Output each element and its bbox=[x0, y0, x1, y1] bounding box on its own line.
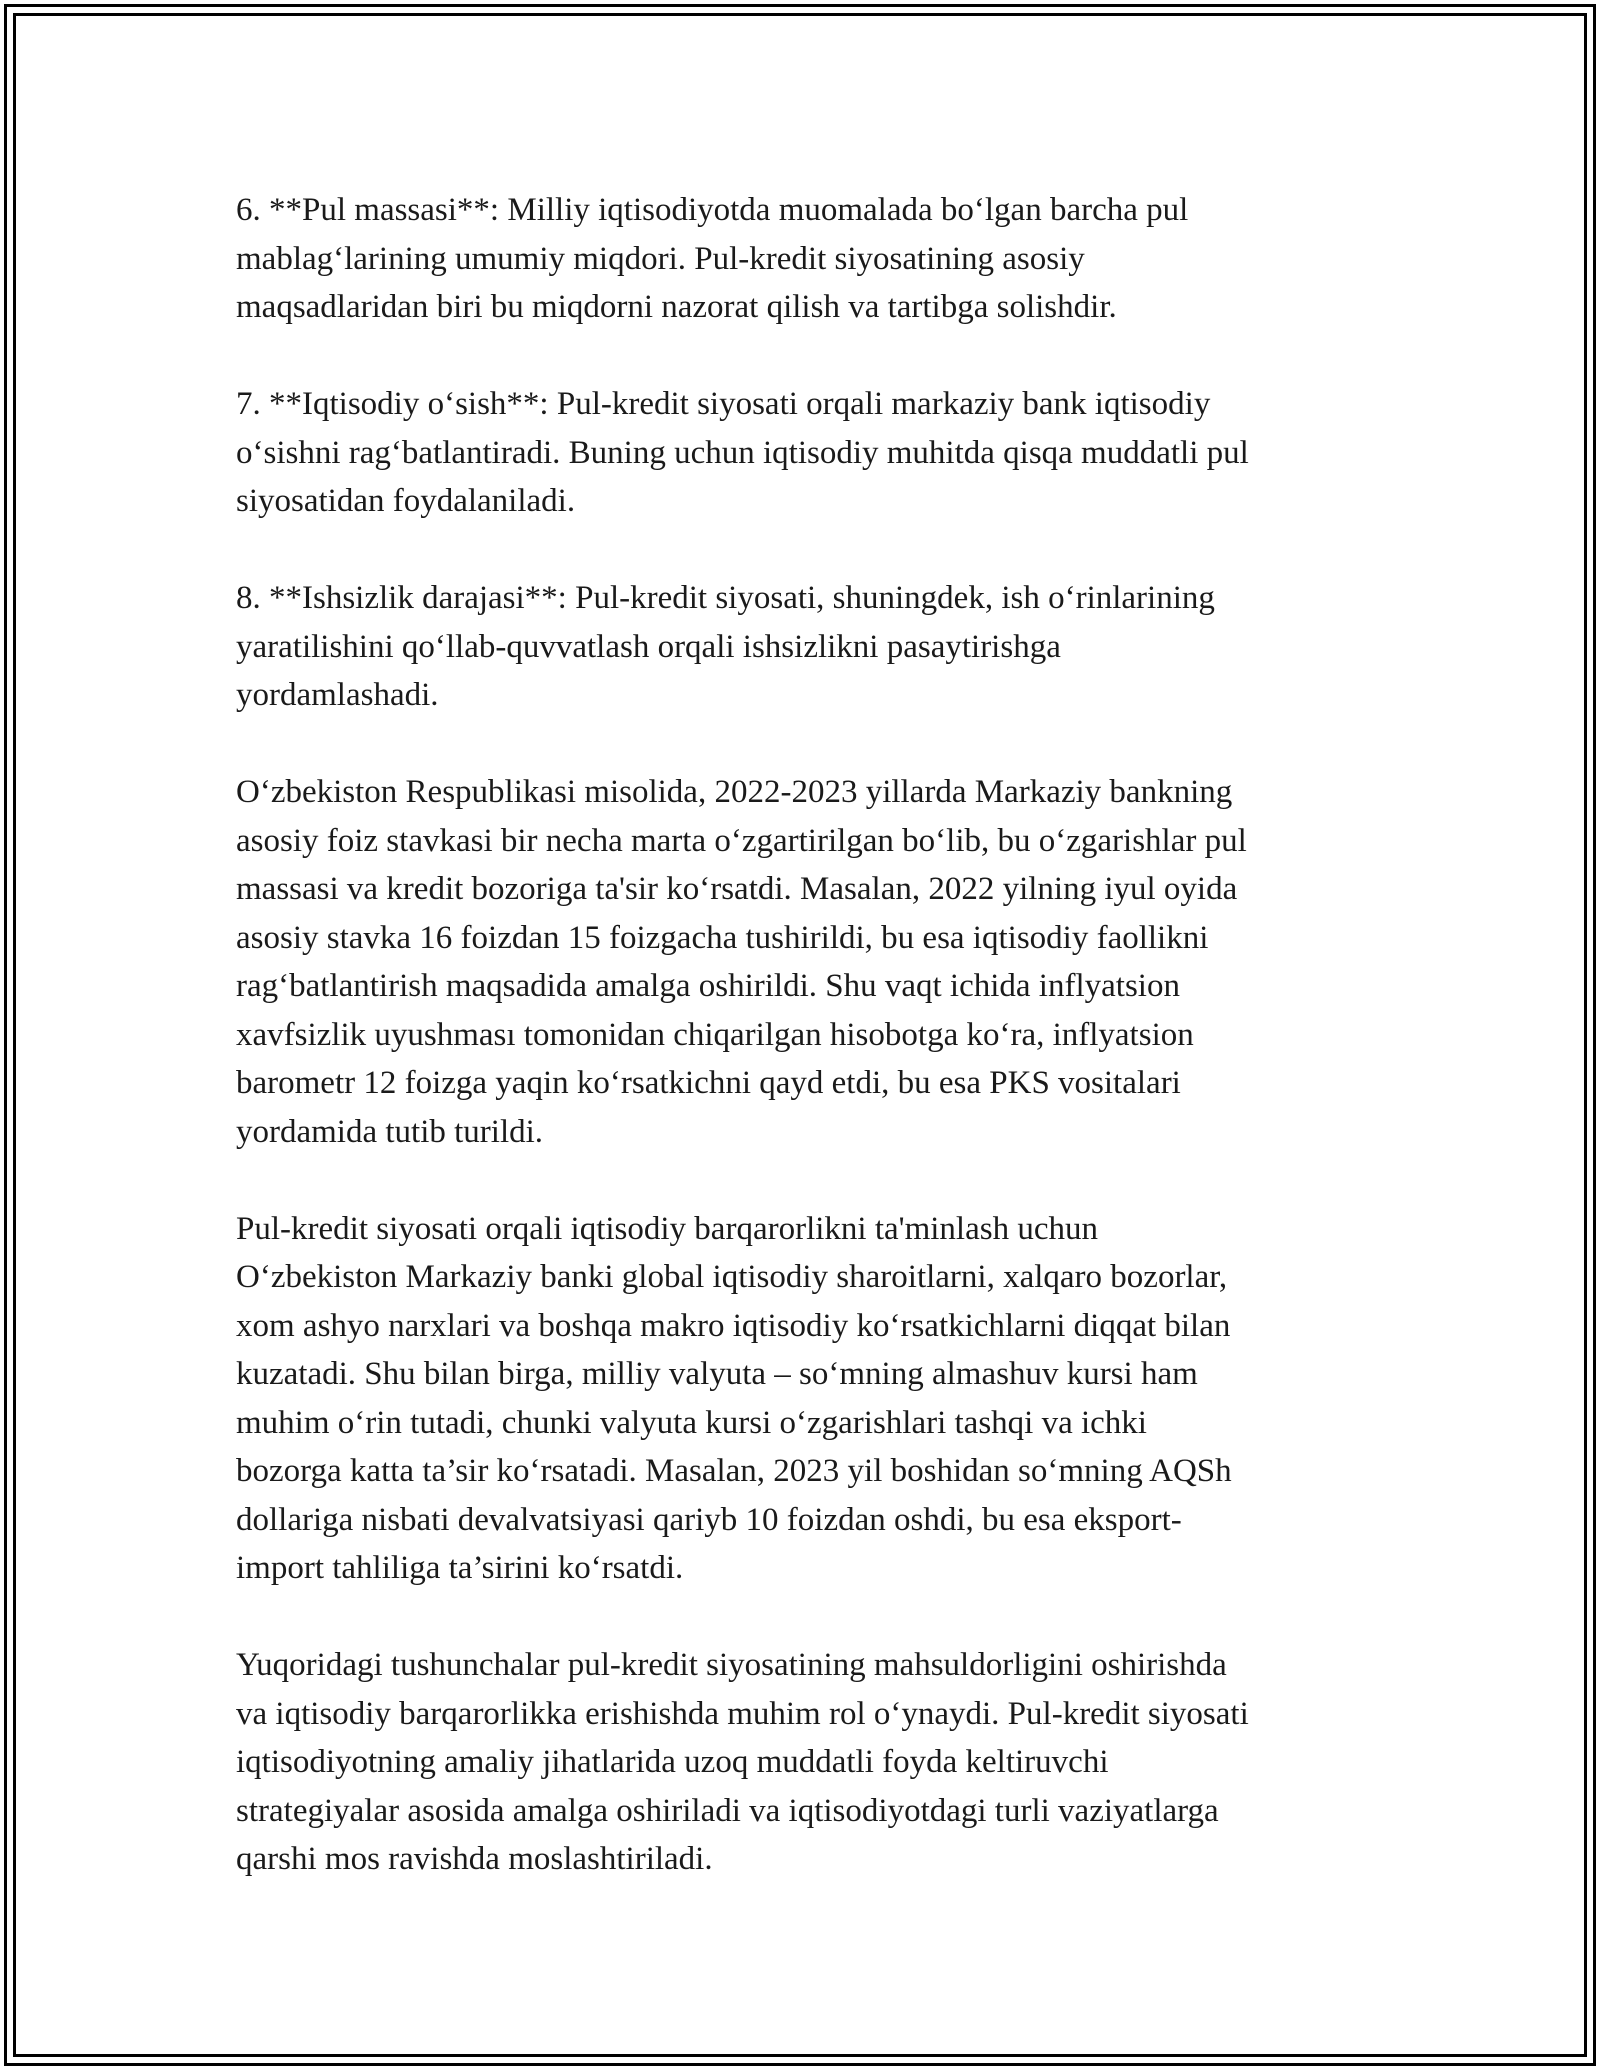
paragraph-pul-massasi bbox=[236, 186, 1376, 332]
paragraph-iqtisodiy-osish bbox=[236, 380, 1376, 526]
text-line: maqsadlaridan biri bu miqdorni nazorat qilish va tartibga solishdir. bbox=[236, 289, 1117, 325]
text-line: kuzatadi. Shu bilan birga, milliy valyuta – so‘mning almashuv kursi ham bbox=[236, 1356, 1198, 1392]
text-line: o‘sishni rag‘batlantiradi. Buning uchun iqtisodiy muhitda qisqa muddatli pul bbox=[236, 434, 1249, 471]
text-line: Yuqoridagi tushunchalar pul-kredit siyosatining mahsuldorligini oshirishda bbox=[236, 1647, 1227, 1683]
text-line: siyosatidan foydalaniladi. bbox=[236, 483, 576, 519]
text-line: xom ashyo narxlari va boshqa makro iqtisodiy ko‘rsatkichlarni diqqat bilan bbox=[236, 1307, 1231, 1344]
text-line: iqtisodiyotning amaliy jihatlarida uzoq muddatli foyda keltiruvchi bbox=[236, 1744, 1109, 1780]
paragraph-ishsizlik-darajasi bbox=[236, 574, 1376, 720]
text-line: yaratilishini qo‘llab-quvvatlash orqali ishsizlikni pasaytirishga bbox=[236, 628, 1061, 665]
paragraph-economic-stability bbox=[236, 1205, 1376, 1593]
paragraph-conclusion bbox=[236, 1641, 1376, 1884]
text-line: xavfsizlik uyushması tomonidan chiqarilgan hisobotga ko‘ra, inflyatsion bbox=[236, 1016, 1194, 1053]
text-line: Pul-kredit siyosati orqali iqtisodiy barqarorlikni ta'minlash uchun bbox=[236, 1210, 1098, 1247]
text-line: asosiy stavka 16 foizdan 15 foizgacha tushirildi, bu esa iqtisodiy faollikni bbox=[236, 919, 1209, 956]
text-line: yordamlashadi. bbox=[236, 677, 439, 713]
text-line: strategiyalar asosida amalga oshiriladi va iqtisodiyotdagi turli vaziyatlarga bbox=[236, 1792, 1219, 1829]
text-line: massasi va kredit bozoriga ta'sir ko‘rsatdi. Masalan, 2022 yilning iyul oyida bbox=[236, 871, 1238, 907]
text-line: 7. **Iqtisodiy o‘sish**: Pul-kredit siyosati orqali markaziy bank iqtisodiy bbox=[236, 386, 1211, 422]
document-body bbox=[236, 186, 1376, 1932]
text-line: import tahliliga ta’sirini ko‘rsatdi. bbox=[236, 1550, 684, 1586]
paragraph-uzbekistan-example bbox=[236, 768, 1376, 1156]
text-line: O‘zbekiston Respublikasi misolida, 2022-2023 yillarda Markaziy bankning bbox=[236, 774, 1233, 810]
text-line: asosiy foiz stavkasi bir necha marta o‘zgartirilgan bo‘lib, bu o‘zgarishlar pul bbox=[236, 822, 1247, 859]
text-line: barometr 12 foizga yaqin ko‘rsatkichni qayd etdi, bu esa PKS vositalari bbox=[236, 1065, 1181, 1101]
text-line: O‘zbekiston Markaziy banki global iqtisodiy sharoitlarni, xalqaro bozorlar, bbox=[236, 1259, 1228, 1295]
text-line: 6. **Pul massasi**: Milliy iqtisodiyotda muomalada bo‘lgan barcha pul bbox=[236, 192, 1189, 228]
text-line: yordamida tutib turildi. bbox=[236, 1113, 544, 1150]
text-line: dollariga nisbati devalvatsiyasi qariyb 10 foizdan oshdi, bu esa eksport- bbox=[236, 1501, 1182, 1538]
text-line: muhim o‘rin tutadi, chunki valyuta kursi o‘zgarishlari tashqi va ichki bbox=[236, 1404, 1147, 1441]
text-line: qarshi mos ravishda moslashtiriladi. bbox=[236, 1841, 713, 1877]
text-line: bozorga katta ta’sir ko‘rsatadi. Masalan, 2023 yil boshidan so‘mning AQSh bbox=[236, 1453, 1232, 1489]
text-line: va iqtisodiy barqarorlikka erishishda muhim rol o‘ynaydi. Pul-kredit siyosati bbox=[236, 1695, 1249, 1732]
text-line: rag‘batlantirish maqsadida amalga oshirildi. Shu vaqt ichida inflyatsion bbox=[236, 968, 1180, 1004]
text-line: mablag‘larining umumiy miqdori. Pul-kredit siyosatining asosiy bbox=[236, 240, 1085, 277]
text-line: 8. **Ishsizlik darajasi**: Pul-kredit siyosati, shuningdek, ish o‘rinlarining bbox=[236, 580, 1215, 616]
